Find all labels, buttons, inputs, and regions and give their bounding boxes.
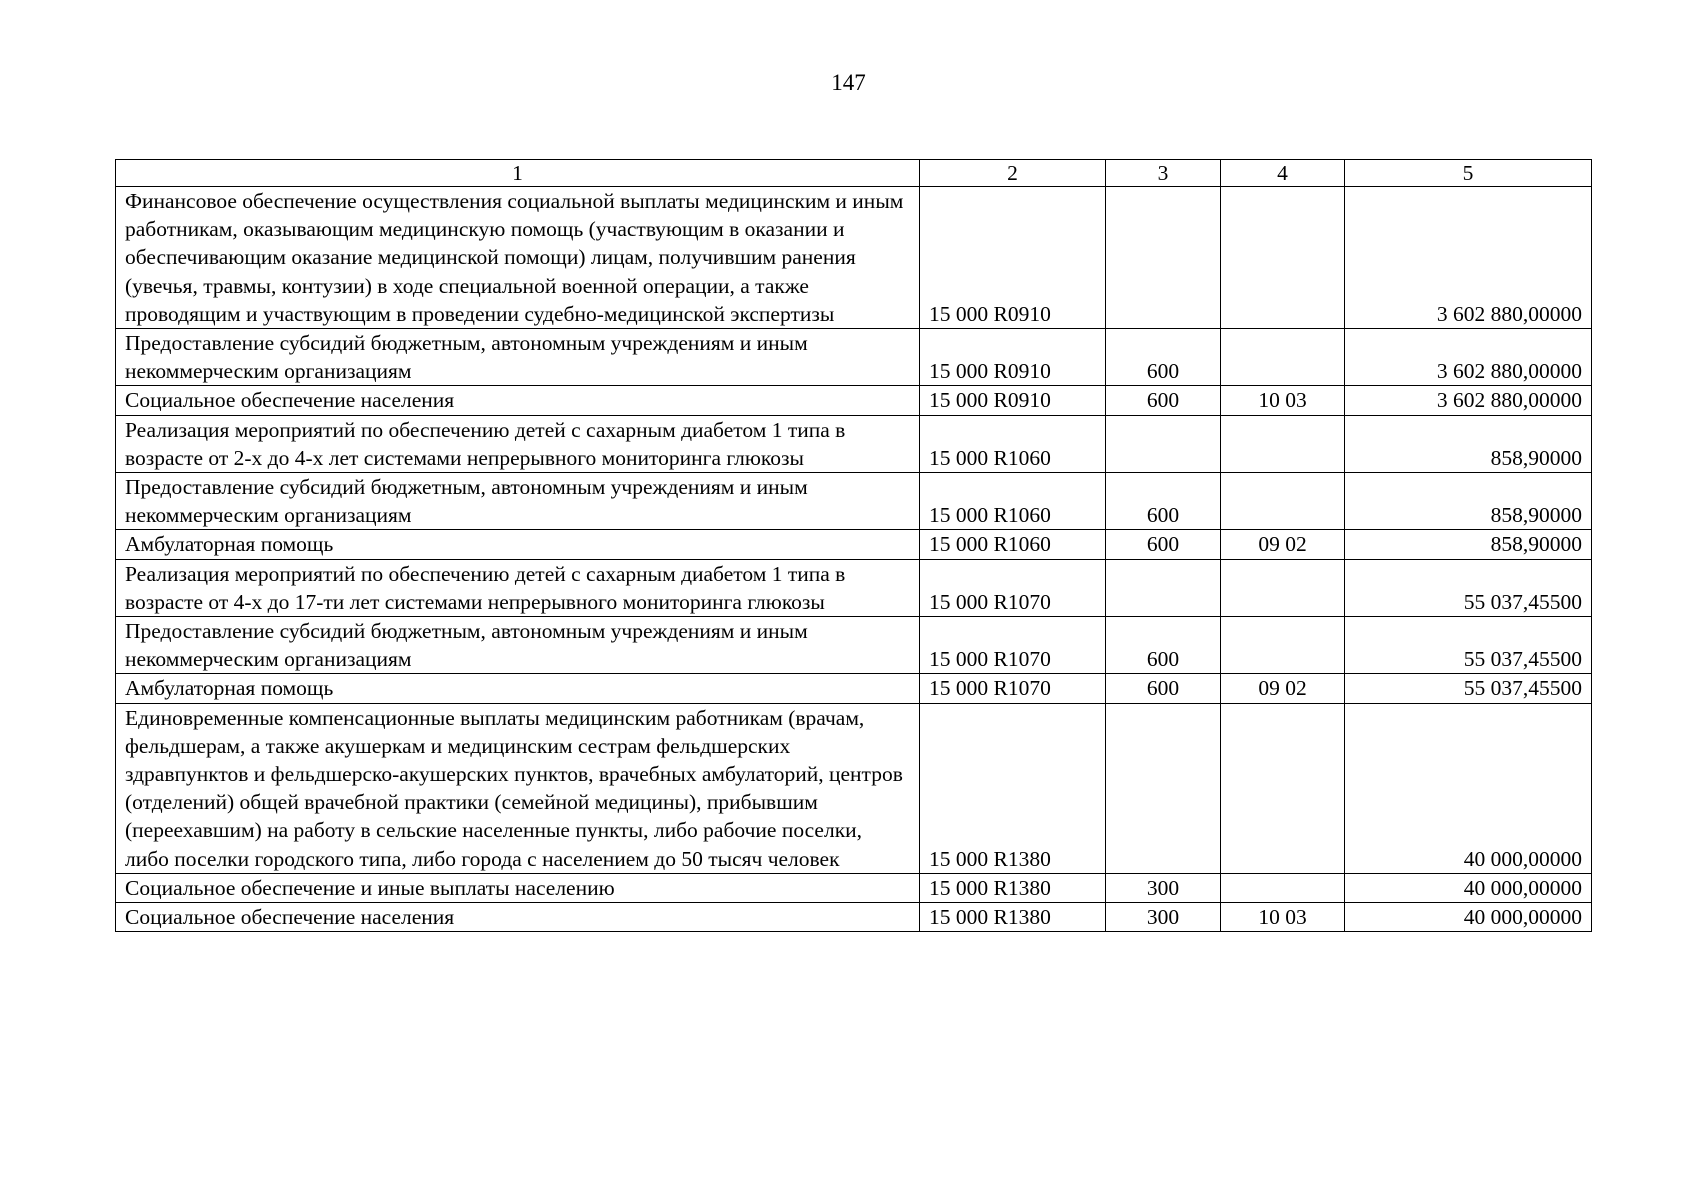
row-target-article: 15 000 R1380: [920, 703, 1106, 873]
row-description: Социальное обеспечение населения: [116, 903, 920, 932]
row-target-article: 15 000 R1060: [920, 473, 1106, 530]
row-description: Амбулаторная помощь: [116, 530, 920, 559]
row-expense-type: 300: [1106, 873, 1221, 902]
row-description: Амбулаторная помощь: [116, 674, 920, 703]
row-amount: 858,90000: [1345, 530, 1592, 559]
row-target-article: 15 000 R0910: [920, 187, 1106, 329]
row-expense-type: 300: [1106, 903, 1221, 932]
row-amount: 3 602 880,00000: [1345, 187, 1592, 329]
table-row: [116, 903, 1592, 932]
table-row: [116, 329, 1592, 386]
page-number: 147: [831, 70, 866, 95]
row-description: Реализация мероприятий по обеспечению детей с сахарным диабетом 1 типа в возрасте от 2-х до 4-х лет системами непрерывного мониторинга глюкозы: [116, 415, 920, 472]
row-amount: 55 037,45500: [1345, 674, 1592, 703]
row-section: 10 03: [1221, 903, 1345, 932]
row-description: Реализация мероприятий по обеспечению детей с сахарным диабетом 1 типа в возрасте от 4-х до 17-ти лет системами непрерывного мониторинга глюкозы: [116, 559, 920, 616]
row-amount: 55 037,45500: [1345, 617, 1592, 674]
table-row: [116, 473, 1592, 530]
row-section: [1221, 559, 1345, 616]
table-row: [116, 530, 1592, 559]
row-expense-type: [1106, 187, 1221, 329]
row-amount: 40 000,00000: [1345, 703, 1592, 873]
row-amount: 40 000,00000: [1345, 873, 1592, 902]
row-expense-type: [1106, 559, 1221, 616]
row-target-article: 15 000 R1060: [920, 530, 1106, 559]
row-section: 10 03: [1221, 386, 1345, 415]
row-target-article: 15 000 R0910: [920, 329, 1106, 386]
row-expense-type: [1106, 703, 1221, 873]
table-row: [116, 187, 1592, 329]
row-description: Предоставление субсидий бюджетным, автономным учреждениям и иным некоммерческим организациям: [116, 617, 920, 674]
row-amount: 3 602 880,00000: [1345, 386, 1592, 415]
column-header-3: 3: [1106, 160, 1221, 187]
row-target-article: 15 000 R1070: [920, 559, 1106, 616]
row-amount: 3 602 880,00000: [1345, 329, 1592, 386]
row-section: [1221, 187, 1345, 329]
row-section: 09 02: [1221, 674, 1345, 703]
row-target-article: 15 000 R0910: [920, 386, 1106, 415]
row-description: Социальное обеспечение и иные выплаты населению: [116, 873, 920, 902]
table-row: [116, 873, 1592, 902]
row-expense-type: 600: [1106, 617, 1221, 674]
row-section: [1221, 617, 1345, 674]
table-row: [116, 617, 1592, 674]
row-target-article: 15 000 R1060: [920, 415, 1106, 472]
table-row: [116, 703, 1592, 873]
row-section: [1221, 415, 1345, 472]
row-description: Социальное обеспечение населения: [116, 386, 920, 415]
row-expense-type: 600: [1106, 674, 1221, 703]
table-row: [116, 386, 1592, 415]
row-description: Финансовое обеспечение осуществления социальной выплаты медицинским и иным работникам, оказывающим медицинскую помощь (участвующим в оказании и обеспечивающим оказание медицинской помощи) лицам, получившим ранения (увечья, травмы, контузии) в ходе специальной военной операции, а также проводящим и участвующим в проведении судебно-медицинской экспертизы: [116, 187, 920, 329]
row-amount: 858,90000: [1345, 415, 1592, 472]
row-target-article: 15 000 R1070: [920, 674, 1106, 703]
row-expense-type: 600: [1106, 329, 1221, 386]
row-section: 09 02: [1221, 530, 1345, 559]
table-row: [116, 559, 1592, 616]
row-target-article: 15 000 R1070: [920, 617, 1106, 674]
row-amount: 858,90000: [1345, 473, 1592, 530]
row-description: Единовременные компенсационные выплаты медицинским работникам (врачам, фельдшерам, а также акушеркам и медицинским сестрам фельдшерских здравпунктов и фельдшерско-акушерских пунктов, врачебных амбулаторий, центров (отделений) общей врачебной практики (семейной медицины), прибывшим (переехавшим) на работу в сельские населенные пункты, либо рабочие поселки, либо поселки городского типа, либо города с населением до 50 тысяч человек: [116, 703, 920, 873]
row-section: [1221, 703, 1345, 873]
table-row: [116, 415, 1592, 472]
row-expense-type: 600: [1106, 386, 1221, 415]
row-target-article: 15 000 R1380: [920, 903, 1106, 932]
column-header-1: 1: [116, 160, 920, 187]
row-target-article: 15 000 R1380: [920, 873, 1106, 902]
row-description: Предоставление субсидий бюджетным, автономным учреждениям и иным некоммерческим организациям: [116, 329, 920, 386]
row-section: [1221, 473, 1345, 530]
column-header-4: 4: [1221, 160, 1345, 187]
row-expense-type: 600: [1106, 530, 1221, 559]
column-header-2: 2: [920, 160, 1106, 187]
budget-table: [115, 159, 1592, 932]
row-expense-type: 600: [1106, 473, 1221, 530]
table-row: [116, 674, 1592, 703]
row-amount: 40 000,00000: [1345, 903, 1592, 932]
header-row: [116, 160, 1592, 187]
row-section: [1221, 873, 1345, 902]
row-amount: 55 037,45500: [1345, 559, 1592, 616]
column-header-5: 5: [1345, 160, 1592, 187]
row-description: Предоставление субсидий бюджетным, автономным учреждениям и иным некоммерческим организациям: [116, 473, 920, 530]
row-expense-type: [1106, 415, 1221, 472]
row-section: [1221, 329, 1345, 386]
